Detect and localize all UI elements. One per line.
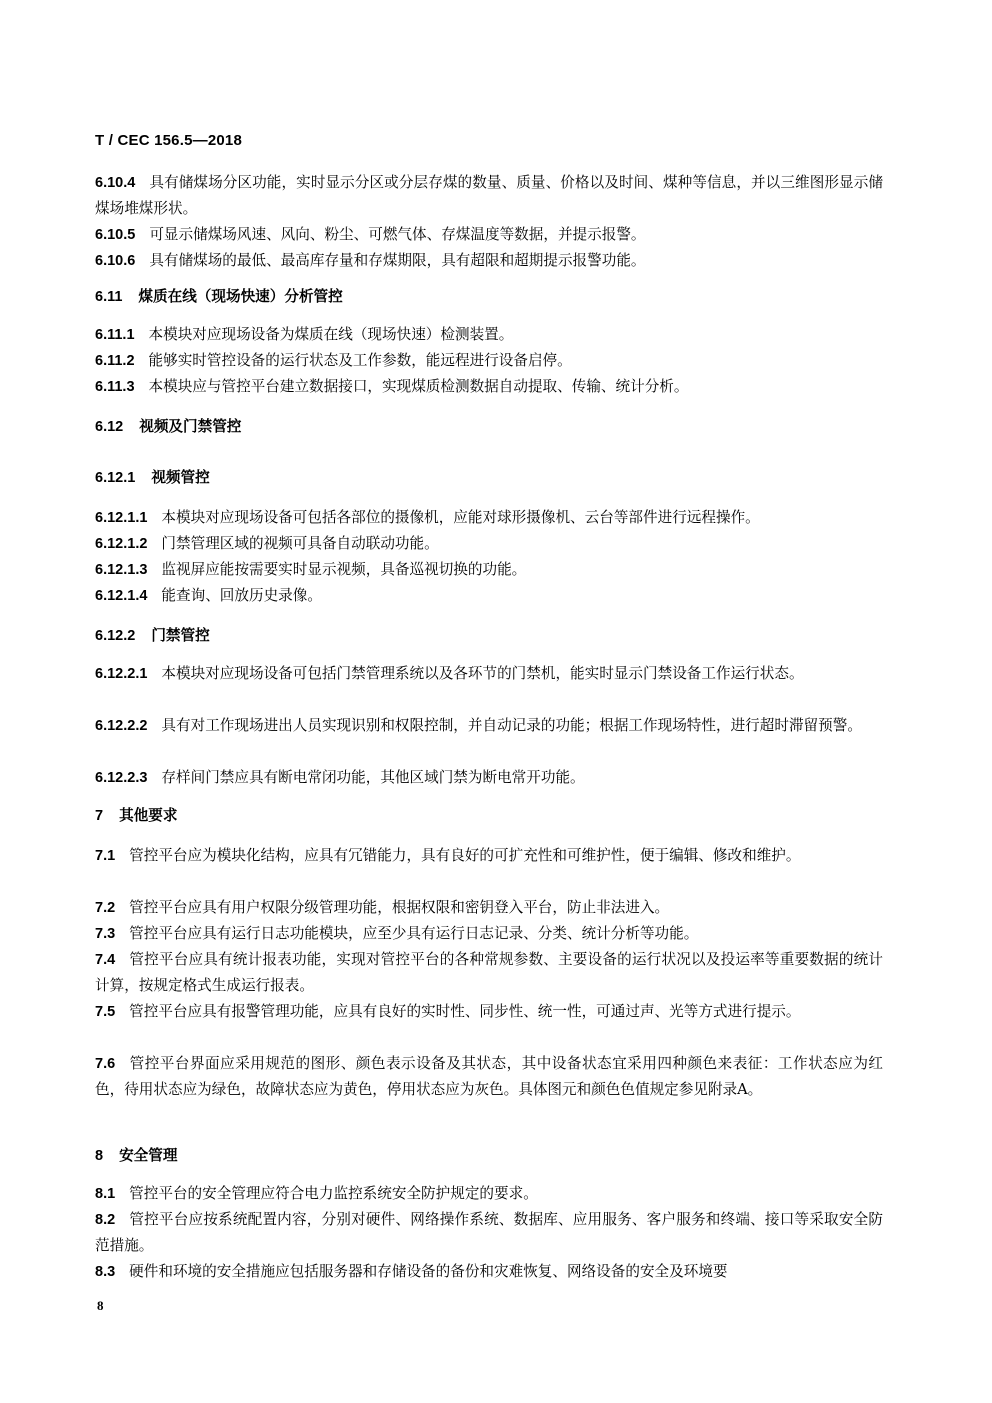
clause-number: 6.11: [95, 289, 123, 305]
clause-text: 本模块应与管控平台建立数据接口，实现煤质检测数据自动提取、传输、统计分析。: [148, 378, 689, 395]
clause-paragraph: [95, 348, 883, 374]
clause-text: 管控平台应具有用户权限分级管理功能，根据权限和密钥登入平台，防止非法进入。: [129, 899, 670, 916]
clause-paragraph: [95, 322, 883, 348]
clause-paragraph: [95, 843, 883, 869]
clause-paragraph: [95, 895, 883, 921]
section-heading: [95, 1143, 177, 1169]
page-number: 8: [97, 1298, 104, 1313]
clause-paragraph: [95, 374, 883, 400]
section-heading: [95, 414, 241, 440]
clause-paragraph: [95, 661, 883, 687]
clause-number: 7.6: [95, 1056, 116, 1072]
heading-text: 其他要求: [119, 807, 178, 824]
clause-paragraph: [95, 713, 883, 739]
clause-text: 本模块对应现场设备为煤质在线（现场快速）检测装置。: [148, 326, 514, 343]
clause-number: 6.12.1.2: [95, 536, 148, 552]
clause-paragraph: [95, 505, 883, 531]
clause-number: 6.12.1.1: [95, 510, 148, 526]
clause-text: 本模块对应现场设备可包括门禁管理系统以及各环节的门禁机，能实时显示门禁设备工作运行状态。: [161, 665, 804, 682]
clause-text: 存样间门禁应具有断电常闭功能，其他区域门禁为断电常开功能。: [161, 769, 585, 786]
clause-paragraph: [95, 765, 883, 791]
document-page: [95, 0, 885, 1403]
clause-paragraph: [95, 531, 883, 557]
heading-text: 视频管控: [151, 469, 210, 486]
clause-number: 6.12.2.2: [95, 718, 148, 734]
clause-number: 7.2: [95, 900, 116, 916]
clause-number: 7: [95, 808, 104, 824]
clause-paragraph: [95, 222, 883, 248]
clause-text: 管控平台应按系统配置内容，分别对硬件、网络操作系统、数据库、应用服务、客户服务和终端、接口等采取安全防范措施。: [95, 1211, 883, 1254]
clause-number: 8.3: [95, 1264, 116, 1280]
document-code-header: T / CEC 156.5—2018: [95, 132, 243, 149]
clause-paragraph: [95, 1207, 883, 1259]
clause-number: 6.12.1: [95, 470, 136, 486]
heading-text: 安全管理: [119, 1147, 178, 1164]
clause-text: 具有对工作现场进出人员实现识别和权限控制，并自动记录的功能；根据工作现场特性，进行超时滞留预警。: [161, 717, 862, 734]
section-heading: [95, 465, 210, 491]
clause-text: 本模块对应现场设备可包括各部位的摄像机，应能对球形摄像机、云台等部件进行远程操作。: [161, 509, 760, 526]
clause-text: 可显示储煤场风速、风向、粉尘、可燃气体、存煤温度等数据，并提示报警。: [149, 226, 646, 243]
clause-number: 6.10.5: [95, 227, 136, 243]
clause-paragraph: [95, 248, 883, 274]
clause-text: 监视屏应能按需要实时显示视频，具备巡视切换的功能。: [161, 561, 527, 578]
clause-number: 8.2: [95, 1212, 116, 1228]
clause-text: 管控平台应具有统计报表功能，实现对管控平台的各种常规参数、主要设备的运行状况以及投运率等重要数据的统计计算，按规定格式生成运行报表。: [95, 951, 883, 994]
clause-number: 7.3: [95, 926, 116, 942]
clause-number: 8.1: [95, 1186, 116, 1202]
clause-paragraph: [95, 999, 883, 1025]
clause-paragraph: [95, 557, 883, 583]
heading-text: 视频及门禁管控: [139, 418, 242, 435]
clause-text: 能查询、回放历史录像。: [161, 587, 322, 604]
clause-number: 6.12.2.1: [95, 666, 148, 682]
clause-number: 6.11.1: [95, 327, 135, 343]
section-heading: [95, 284, 343, 310]
section-heading: [95, 623, 210, 649]
clause-number: 7.5: [95, 1004, 116, 1020]
clause-number: 6.12.2.3: [95, 770, 148, 786]
section-heading: [95, 803, 177, 829]
clause-paragraph: [95, 1259, 883, 1285]
clause-paragraph: [95, 170, 883, 222]
clause-paragraph: [95, 583, 883, 609]
clause-number: 6.11.2: [95, 353, 135, 369]
clause-number: 7.4: [95, 952, 116, 968]
clause-text: 管控平台应具有报警管理功能，应具有良好的实时性、同步性、统一性，可通过声、光等方式进行提示。: [129, 1003, 801, 1020]
heading-text: 煤质在线（现场快速）分析管控: [138, 288, 343, 305]
clause-number: 8: [95, 1148, 104, 1164]
clause-text: 门禁管理区域的视频可具备自动联动功能。: [161, 535, 439, 552]
clause-paragraph: [95, 921, 883, 947]
clause-paragraph: [95, 1181, 883, 1207]
clause-text: 管控平台的安全管理应符合电力监控系统安全防护规定的要求。: [129, 1185, 538, 1202]
clause-paragraph: [95, 1051, 883, 1103]
clause-number: 6.11.3: [95, 379, 135, 395]
clause-text: 硬件和环境的安全措施应包括服务器和存储设备的备份和灾难恢复、网络设备的安全及环境要: [129, 1263, 728, 1280]
clause-text: 管控平台应为模块化结构，应具有冗错能力，具有良好的可扩充性和可维护性，便于编辑、修改和维护。: [129, 847, 801, 864]
heading-text: 门禁管控: [151, 627, 210, 644]
clause-paragraph: [95, 947, 883, 999]
clause-text: 具有储煤场的最低、最高库存量和存煤期限，具有超限和超期提示报警功能。: [149, 252, 646, 269]
clause-text: 管控平台应具有运行日志功能模块，应至少具有运行日志记录、分类、统计分析等功能。: [129, 925, 699, 942]
clause-number: 6.12: [95, 419, 124, 435]
clause-number: 7.1: [95, 848, 116, 864]
clause-number: 6.12.1.3: [95, 562, 148, 578]
clause-number: 6.10.6: [95, 253, 136, 269]
clause-text: 能够实时管控设备的运行状态及工作参数，能远程进行设备启停。: [148, 352, 572, 369]
clause-number: 6.12.2: [95, 628, 136, 644]
clause-number: 6.10.4: [95, 175, 136, 191]
clause-number: 6.12.1.4: [95, 588, 148, 604]
clause-text: 管控平台界面应采用规范的图形、颜色表示设备及其状态，其中设备状态宜采用四种颜色来表征：工作状态应为红色，待用状态应为绿色，故障状态应为黄色，停用状态应为灰色。具体图元和颜色色值规定参见附录A。: [95, 1055, 883, 1098]
clause-text: 具有储煤场分区功能，实时显示分区或分层存煤的数量、质量、价格以及时间、煤种等信息，并以三维图形显示储煤场堆煤形状。: [95, 174, 883, 217]
